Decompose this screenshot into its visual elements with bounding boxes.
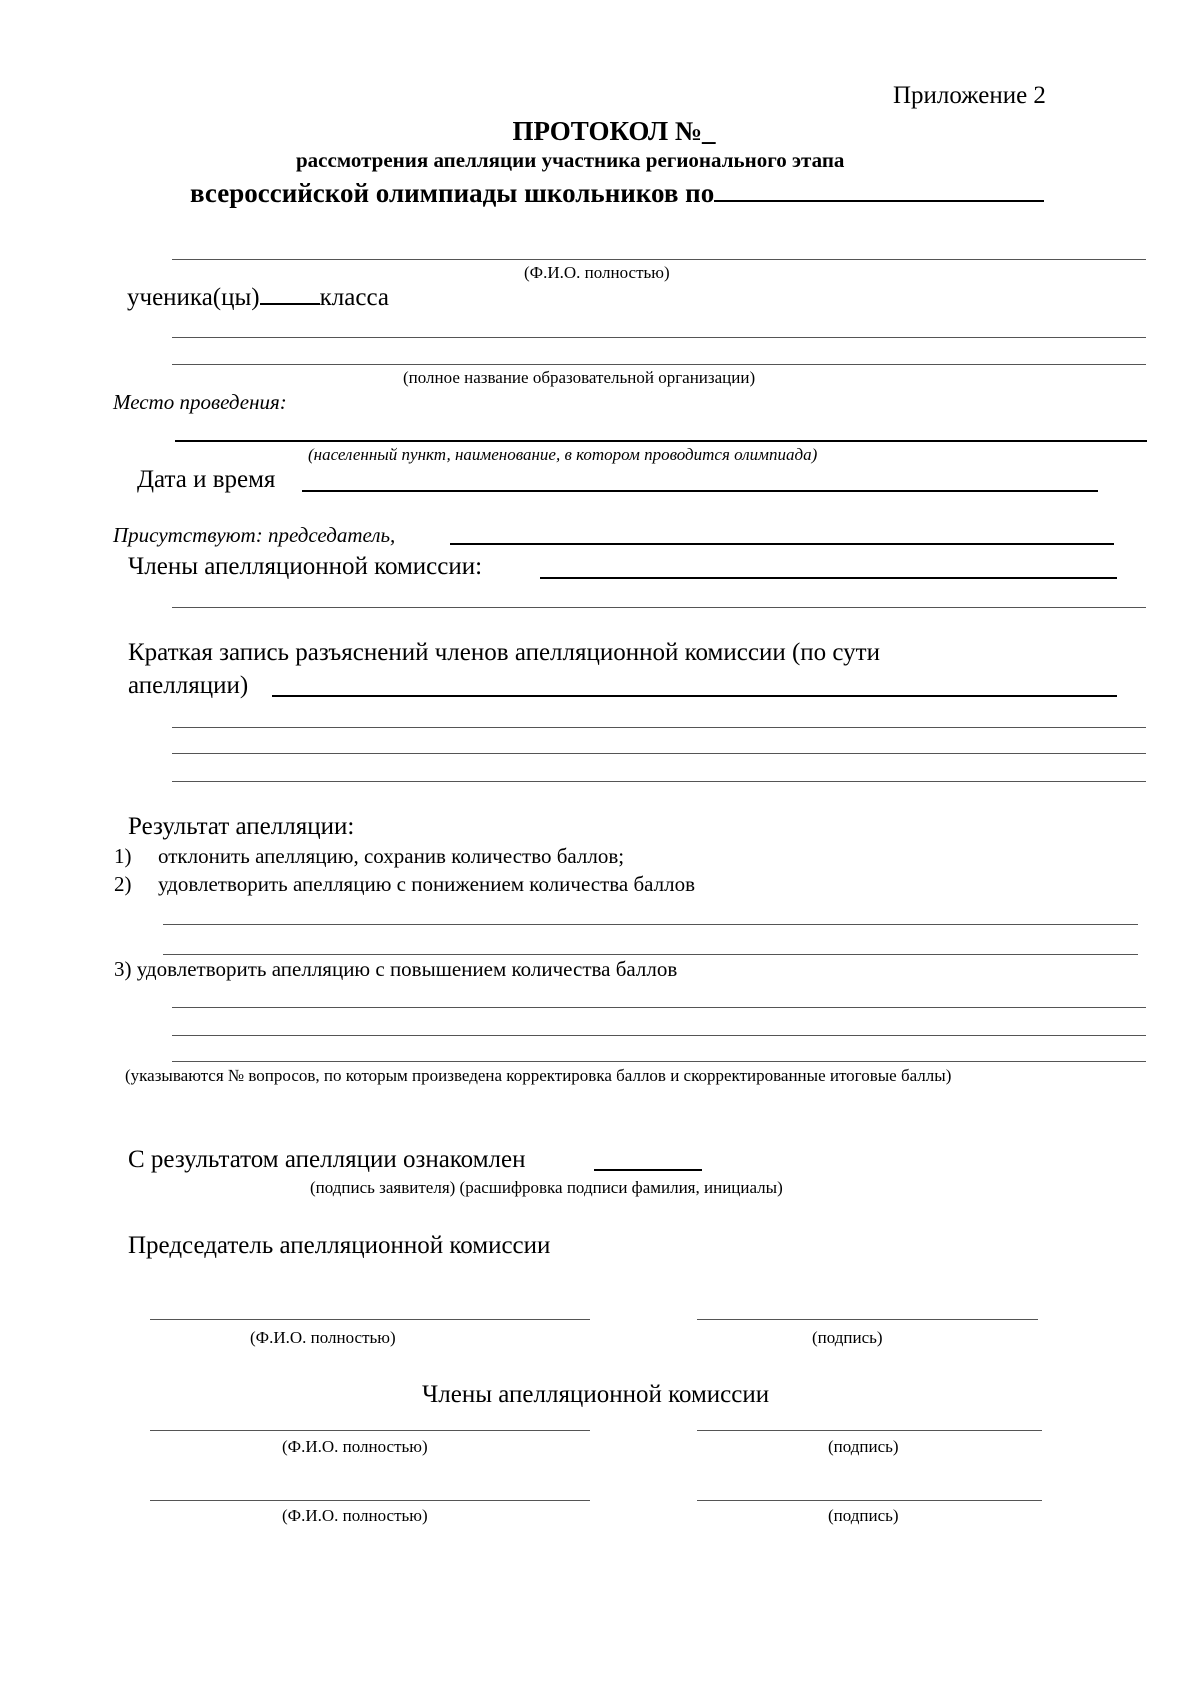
summary-line-1: Краткая запись разъяснений членов апелляционной комиссии (по сути	[128, 639, 880, 666]
member-1-fio-line[interactable]	[150, 1430, 590, 1431]
venue-caption: (населенный пункт, наименование, в котором проводится олимпиада)	[308, 445, 818, 464]
protocol-title: ПРОТОКОЛ №_	[512, 116, 716, 146]
venue-label: Место проведения:	[113, 390, 287, 414]
result-label: Результат апелляции:	[128, 813, 355, 840]
chair-fio-line[interactable]	[150, 1319, 590, 1320]
chair-fio-caption: (Ф.И.О. полностью)	[250, 1328, 396, 1347]
members-heading: Члены апелляционной комиссии	[422, 1381, 770, 1408]
student-suffix: класса	[319, 284, 389, 311]
subject-prefix: всероссийской олимпиады школьников по	[190, 178, 715, 208]
summary-line-b[interactable]	[172, 753, 1146, 754]
member-2-fio-line[interactable]	[150, 1500, 590, 1501]
member-2-signature-caption: (подпись)	[828, 1506, 899, 1525]
summary-field[interactable]	[272, 695, 1117, 697]
increase-line-2[interactable]	[172, 1035, 1146, 1036]
chair-field[interactable]	[450, 543, 1114, 545]
acquainted-field[interactable]	[594, 1169, 702, 1171]
datetime-label: Дата и время	[137, 466, 276, 493]
result-item-1-num: 1)	[114, 844, 132, 868]
member-1-signature-caption: (подпись)	[828, 1437, 899, 1456]
org-line-2[interactable]	[172, 364, 1146, 365]
org-line-1[interactable]	[172, 337, 1146, 338]
result-item-2-text: удовлетворить апелляцию с понижением количества баллов	[158, 872, 696, 896]
venue-line[interactable]	[175, 440, 1147, 442]
datetime-field[interactable]	[302, 490, 1098, 492]
present-label: Присутствуют: председатель,	[113, 523, 396, 547]
appendix-label: Приложение 2	[893, 82, 1046, 109]
fio-caption: (Ф.И.О. полностью)	[524, 263, 670, 282]
decrease-line-2[interactable]	[163, 954, 1138, 955]
chair-signature-line[interactable]	[697, 1319, 1038, 1320]
class-field[interactable]	[260, 302, 320, 305]
members-field[interactable]	[540, 577, 1117, 579]
result-item-1-text: отклонить апелляцию, сохранив количество баллов;	[158, 844, 625, 868]
student-fio-line[interactable]	[172, 259, 1146, 260]
members-label: Члены апелляционной комиссии:	[128, 553, 483, 580]
increase-line-3[interactable]	[172, 1061, 1146, 1062]
protocol-subtitle-2	[190, 180, 1044, 207]
student-class-row	[127, 285, 389, 310]
increase-line-1[interactable]	[172, 1007, 1146, 1008]
result-item-1	[114, 846, 624, 867]
members-line-2[interactable]	[172, 607, 1146, 608]
summary-line-a[interactable]	[172, 727, 1146, 728]
chair-signature-caption: (подпись)	[812, 1328, 883, 1347]
result-item-2-num: 2)	[114, 872, 132, 896]
member-1-signature-line[interactable]	[697, 1430, 1042, 1431]
member-1-fio-caption: (Ф.И.О. полностью)	[282, 1437, 428, 1456]
member-2-fio-caption: (Ф.И.О. полностью)	[282, 1506, 428, 1525]
chair-label: Председатель апелляционной комиссии	[128, 1232, 551, 1259]
summary-line-2	[128, 673, 248, 698]
subject-field[interactable]	[714, 199, 1044, 202]
member-2-signature-line[interactable]	[697, 1500, 1042, 1501]
acquainted-text: С результатом апелляции ознакомлен	[128, 1146, 526, 1173]
result-item-2	[114, 874, 695, 895]
acquainted-label	[128, 1147, 525, 1172]
summary-line-2-text: апелляции)	[128, 672, 249, 699]
result-item-3: 3) удовлетворить апелляцию с повышением количества баллов	[114, 957, 678, 981]
summary-line-c[interactable]	[172, 781, 1146, 782]
protocol-subtitle-1: рассмотрения апелляции участника регионального этапа	[296, 148, 845, 172]
org-caption: (полное название образовательной организации)	[403, 368, 756, 387]
decrease-line-1[interactable]	[163, 924, 1138, 925]
student-prefix: ученика(цы)	[127, 284, 260, 311]
acquainted-caption: (подпись заявителя) (расшифровка подписи фамилия, инициалы)	[310, 1178, 783, 1197]
correction-caption: (указываются № вопросов, по которым произведена корректировка баллов и скорректированные итоговые баллы)	[125, 1066, 952, 1085]
